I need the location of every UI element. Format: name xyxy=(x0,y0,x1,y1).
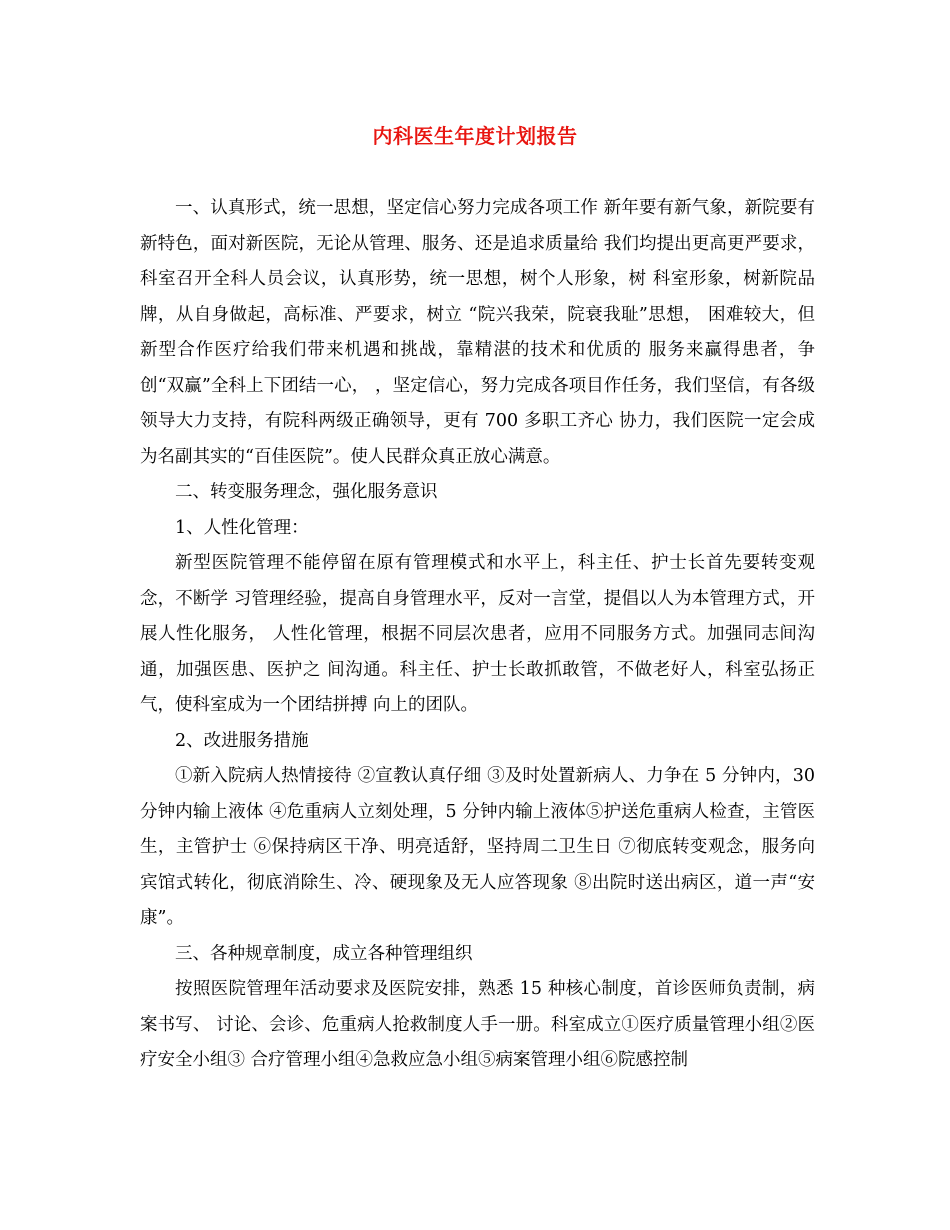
paragraph-service-measures: ①新入院病人热情接待 ②宣教认真仔细 ③及时处置新病人、力争在 5 分钟内，30 分钟内输上液体 ④危重病人立刻处理，5 分钟内输上液体⑤护送危重病人检查，主管医生，主管护士 ⑥保持病区干净、明亮适舒，坚持周二卫生日 ⑦彻底转变观念，服务向宾馆式转化，彻底消除生、冷、硬现象及无人应答现象 ⑧出院时送出病区，道一声“安康”。 xyxy=(140,766,815,928)
paragraph-section-1: 一、认真形式，统一思想，坚定信心努力完成各项工作 新年要有新气象，新院要有新特色，面对新医院，无论从管理、服务、还是追求质量给 我们均提出更高更严要求，科室召开全科人员会议，认真形势，统一思想，树个人形象，树 科室形象，树新院品牌，从自身做起，高标准、严要求，树立 “院兴我荣，院衰我耻”思想， 困难较大，但新型合作医疗给我们带来机遇和挑战，靠精湛的技术和优质的 服务来赢得患者，争创“双赢”全科上下团结一心， ，坚定信心，努力完成各项目作任务，我们坚信，有各级领导大力支持，有院科两级正确领导，更有 700 多职工齐心 协力，我们医院一定会成为名副其实的“百佳医院”。使人民群众真正放心满意。 xyxy=(140,198,815,467)
subheading-service-measures: 2、改进服务措施 xyxy=(175,730,309,751)
paragraph-humanized-management: 新型医院管理不能停留在原有管理模式和水平上，科主任、护士长首先要转变观念，不断学 习管理经验，提高自身管理水平，反对一言堂，提倡以人为本管理方式，开展人性化服务， 人性化管理，根据不同层次患者，应用不同服务方式。加强同志间沟通，加强医患、医护之 间沟通。科主任、护士长敢抓敢管，不做老好人，科室弘扬正气，使科室成为一个团结拼搏 向上的团队。 xyxy=(140,553,815,715)
heading-section-3: 三、各种规章制度，成立各种管理组织 xyxy=(175,943,473,964)
document-body xyxy=(140,191,815,1079)
paragraph-regulations: 按照医院管理年活动要求及医院安排，熟悉 15 种核心制度，首诊医师负责制，病案书写、 讨论、会诊、危重病人抢救制度人手一册。科室成立①医疗质量管理小组②医疗安全小组③ 合疗管理小组④急救应急小组⑤病案管理小组⑥院感控制 xyxy=(140,979,815,1070)
heading-section-2: 二、转变服务理念，强化服务意识 xyxy=(175,482,438,502)
subheading-humanized-management: 1、人性化管理： xyxy=(175,517,309,538)
document-title: 内科医生年度计划报告 xyxy=(372,124,578,148)
